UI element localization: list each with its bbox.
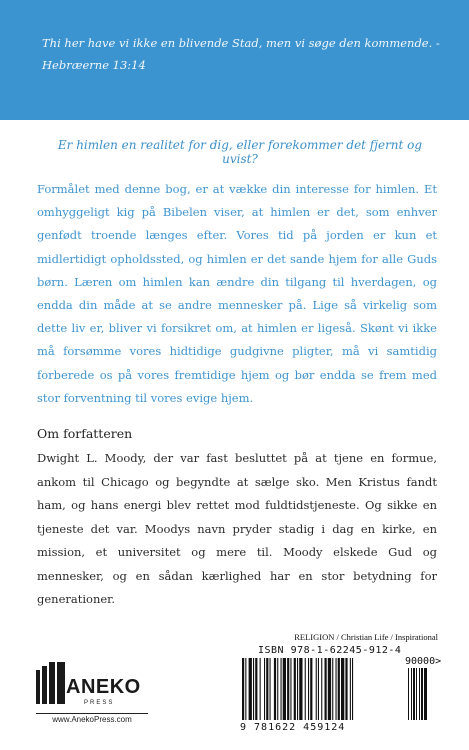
- barcode-number: 9 781622 459124: [240, 722, 346, 733]
- about-author-heading: Om forfatteren: [37, 426, 133, 441]
- barcode-image: [240, 658, 435, 722]
- quote-banner: [0, 0, 469, 120]
- publisher-website: www.AnekoPress.com: [36, 713, 148, 724]
- publisher-logo-text: ANEKO: [66, 676, 141, 698]
- publisher-logo-sub: PRESS: [84, 700, 115, 706]
- book-description: Formålet med denne bog, er at vække din interesse for himlen. Et omhyggeligt kig på Bibelen viser, at himlen er det, som enhver genfødt troende længes efter. Vores tid på jorden er kun et midlertidigt opholdssted, og himlen er det sande hjem for alle Guds børn. Læren om himlen kan ændre din tilgang til hverdagen, og endda din måde at se andre mennesker på. Lige så virkelig som dette liv er, bliver vi forsikret om, at himlen er ligeså. Skønt vi ikke må forsømme vores hidtidige gudgivne pligter, må vi samtidig forberede os på vores fremtidige hjem og bør endda se frem med stor forventning til vores evige hjem.: [37, 182, 437, 405]
- tagline-question: Er himlen en realitet for dig, eller forekommer det fjernt og uvist?: [57, 138, 423, 166]
- about-author-text: Dwight L. Moody, der var fast besluttet på at tjene en formue, ankom til Chicago og begyndte at sælge sko. Men Kristus fandt ham, og hans energi blev rettet mod fuldtidstjeneste. Og sikke en tjeneste det var. Moodys navn pryder stadig i dag en kirke, en mission, et universitet og mere til. Moody elskede Gud og mennesker, og en sådan kærlighed har en stor betydning for generationer.: [37, 451, 437, 606]
- scripture-quote: Thi her have vi ikke en blivende Stad, men vi søge den kommende. - Hebræerne 13:14: [42, 36, 440, 72]
- price-code: 90000>: [405, 656, 442, 667]
- isbn-label: ISBN 978-1-62245-912-4: [258, 645, 402, 656]
- genre-categories: RELIGION / Christian Life / Inspirational: [294, 632, 438, 642]
